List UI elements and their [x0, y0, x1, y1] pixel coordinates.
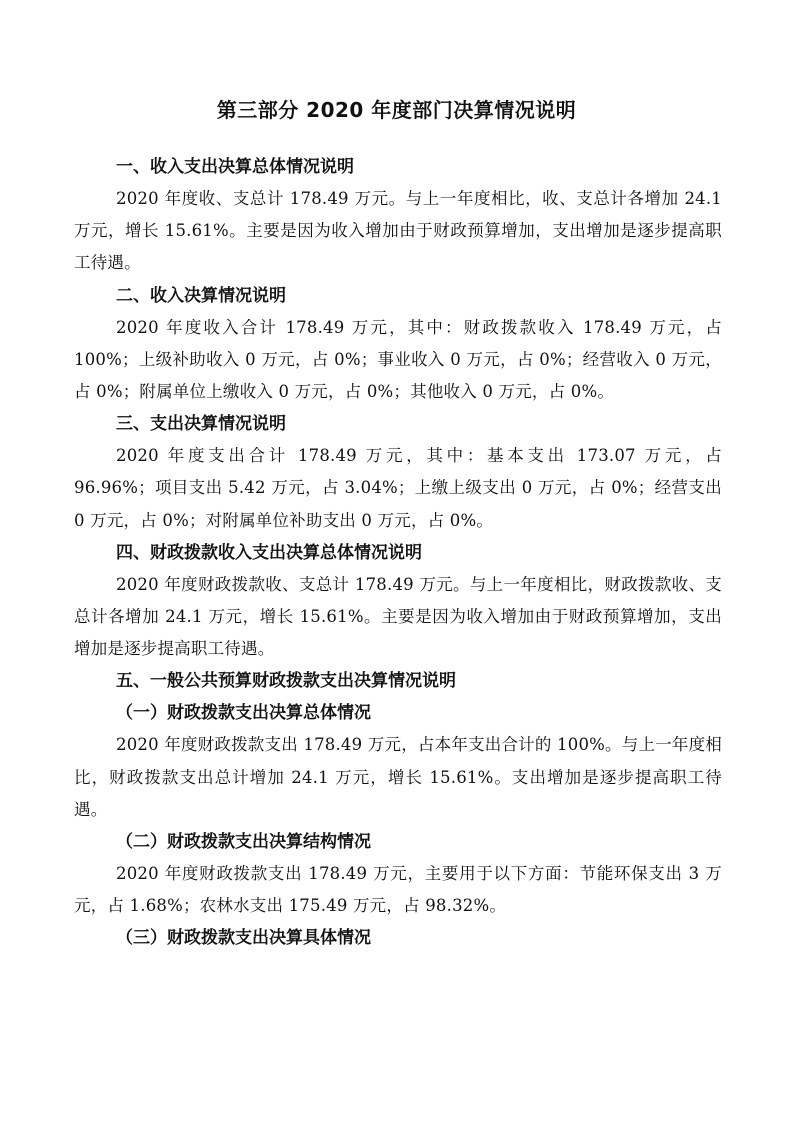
section-paragraph-4: 2020 年度财政拨款收、支总计 178.49 万元。与上一年度相比，财政拨款收、支总计各增加 24.1 万元，增长 15.61%。主要是因为收入增加由于财政预算增加，支出增加是逐步提高职工待遇。 — [74, 574, 722, 659]
subsection-heading-3: （三）财政拨款支出决算具体情况 — [116, 928, 371, 949]
section-heading-1: 一、收入支出决算总体情况说明 — [116, 157, 354, 177]
subsection-heading-1: （一）财政拨款支出决算总体情况 — [116, 703, 371, 724]
section-heading-4: 四、财政拨款收入支出决算总体情况说明 — [116, 542, 422, 563]
section-paragraph-3: 2020 年度支出合计 178.49 万元，其中：基本支出 173.07 万元，占 96.96%；项目支出 5.42 万元，占 3.04%；上缴上级支出 0 万元，占 0%；经营支出 0 万元，占 0%；对附属单位补助支出 0 万元，占 0%。 — [74, 446, 722, 530]
document-body — [74, 151, 722, 954]
section-heading-3: 三、支出决算情况说明 — [116, 414, 286, 435]
subsection-heading-2: （二）财政拨款支出决算结构情况 — [116, 832, 371, 853]
subsection-paragraph-2: 2020 年度财政拨款支出 178.49 万元，主要用于以下方面：节能环保支出 3 万元，占 1.68%；农林水支出 175.49 万元，占 98.32%。 — [74, 864, 722, 916]
section-heading-5: 五、一般公共预算财政拨款支出决算情况说明 — [116, 671, 456, 692]
page-title: 第三部分 2020 年度部门决算情况说明 — [216, 98, 577, 122]
subsection-paragraph-1: 2020 年度财政拨款支出 178.49 万元，占本年支出合计的 100%。与上一年度相比，财政拨款支出总计增加 24.1 万元，增长 15.61%。支出增加是逐步提高职工待遇。 — [74, 735, 722, 819]
section-heading-2: 二、收入决算情况说明 — [116, 285, 286, 306]
section-paragraph-1: 2020 年度收、支总计 178.49 万元。与上一年度相比，收、支总计各增加 24.1 万元，增长 15.61%。主要是因为收入增加由于财政预算增加，支出增加是逐步提高职工待遇。 — [74, 189, 722, 273]
section-paragraph-2: 2020 年度收入合计 178.49 万元，其中：财政拨款收入 178.49 万元，占 100%；上级补助收入 0 万元，占 0%；事业收入 0 万元，占 0%；经营收入 0 万元，占 0%；附属单位上缴收入 0 万元，占 0%；其他收入 0 万元，占 0%。 — [74, 317, 722, 402]
